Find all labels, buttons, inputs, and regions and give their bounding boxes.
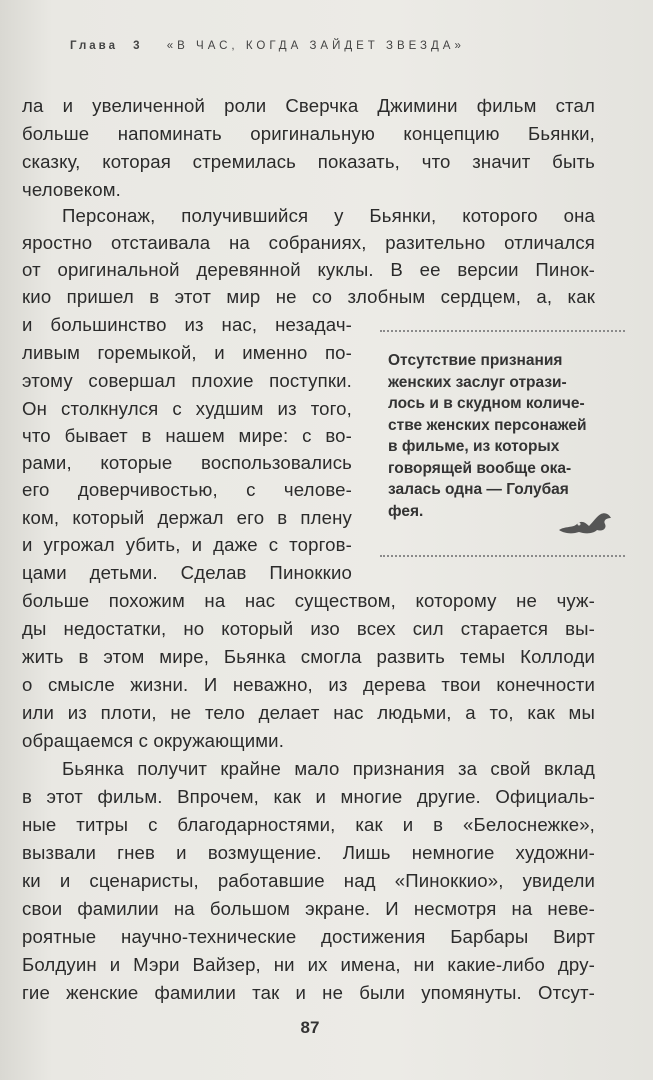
page-number: 87 bbox=[300, 1018, 320, 1037]
chapter-word: Глава bbox=[70, 40, 118, 52]
body-line: сказку, которая стремилась показать, что значит быть bbox=[22, 151, 595, 172]
callout-line: фея. bbox=[388, 502, 424, 520]
body-line: ком, который держал его в плену bbox=[22, 507, 352, 528]
callout-text bbox=[388, 350, 628, 522]
callout-line: лось и в скудном количе- bbox=[388, 395, 585, 412]
callout-line: залась одна — Голубая bbox=[388, 481, 569, 498]
callout-line: в фильме, из которых bbox=[388, 438, 560, 455]
dotted-rule-top bbox=[380, 330, 625, 332]
body-line: больше похожим на нас существом, которому не чуж- bbox=[22, 590, 595, 611]
chapter-title: «В ЧАС, КОГДА ЗАЙДЕТ ЗВЕЗДА» bbox=[166, 40, 465, 52]
callout-line: Отсутствие признания bbox=[388, 352, 563, 369]
body-line: в этот фильм. Впрочем, как и многие другие. Официаль- bbox=[22, 786, 595, 807]
body-line: вызвали гнев и возмущение. Лишь немногие художни- bbox=[22, 842, 595, 863]
body-line: яростно отстаивала на собраниях, разительно отличался bbox=[22, 232, 595, 253]
running-header bbox=[70, 40, 465, 52]
body-line: Болдуин и Мэри Вайзер, ни их имена, ни какие-либо дру- bbox=[22, 954, 595, 975]
chapter-number: 3 bbox=[133, 40, 144, 52]
body-line: и большинство из нас, незадач- bbox=[22, 314, 352, 335]
body-line: ла и увеличенной роли Сверчка Джимини фильм стал bbox=[22, 95, 595, 116]
body-line: Он столкнулся с худшим из того, bbox=[22, 398, 352, 419]
body-line: кио пришел в этот мир не со злобным сердцем, а, как bbox=[22, 286, 595, 307]
body-line: гие женские фамилии так и не были упомянуты. Отсут- bbox=[22, 982, 595, 1003]
body-line: что бывает в нашем мире: с во- bbox=[22, 425, 352, 446]
body-line: и угрожал убить, и даже с торгов- bbox=[22, 534, 352, 555]
body-line: или из плоти, не тело делает нас людьми, а то, как мы bbox=[22, 702, 595, 723]
body-line: этому совершал плохие поступки. bbox=[22, 370, 352, 391]
body-line: рами, которые воспользовались bbox=[22, 452, 352, 473]
body-line: жить в этом мире, Бьянка смогла развить темы Коллоди bbox=[22, 646, 595, 667]
callout-line: женских заслуг отрази- bbox=[388, 373, 567, 391]
body-line: от оригинальной деревянной куклы. В ее версии Пинок- bbox=[22, 259, 595, 280]
body-line: ные титры с благодарностями, как и в «Белоснежке», bbox=[22, 814, 595, 835]
dotted-rule-bottom bbox=[380, 555, 625, 557]
body-line: Бьянка получит крайне мало признания за свой вклад bbox=[62, 758, 595, 779]
body-line: ливым горемыкой, и именно по- bbox=[22, 342, 352, 363]
body-line: Персонаж, получившийся у Бьянки, которого она bbox=[62, 205, 595, 226]
body-line: о смысле жизни. И неважно, из дерева твои конечности bbox=[22, 674, 595, 695]
body-line: свои фамилии на большом экране. И несмотря на неве- bbox=[22, 898, 595, 919]
squirrel-icon bbox=[555, 508, 615, 538]
body-line: его доверчивостью, с челове- bbox=[22, 479, 352, 500]
body-line: больше напоминать оригинальную концепцию Бьянки, bbox=[22, 123, 595, 144]
callout-line: стве женских персонажей bbox=[388, 416, 587, 434]
body-line: ды недостатки, но который изо всех сил старается вы- bbox=[22, 618, 595, 639]
body-line: цами детьми. Сделав Пиноккио bbox=[22, 562, 352, 583]
callout-line: говорящей вообще ока- bbox=[388, 459, 572, 477]
body-line: обращаемся с окружающими. bbox=[22, 730, 285, 751]
sidebar-callout bbox=[380, 330, 625, 560]
body-line: роятные научно-технические достижения Барбары Вирт bbox=[22, 926, 595, 947]
body-line: человеком. bbox=[22, 179, 121, 200]
body-line: ки и сценаристы, работавшие над «Пиноккио», увидели bbox=[22, 870, 595, 891]
